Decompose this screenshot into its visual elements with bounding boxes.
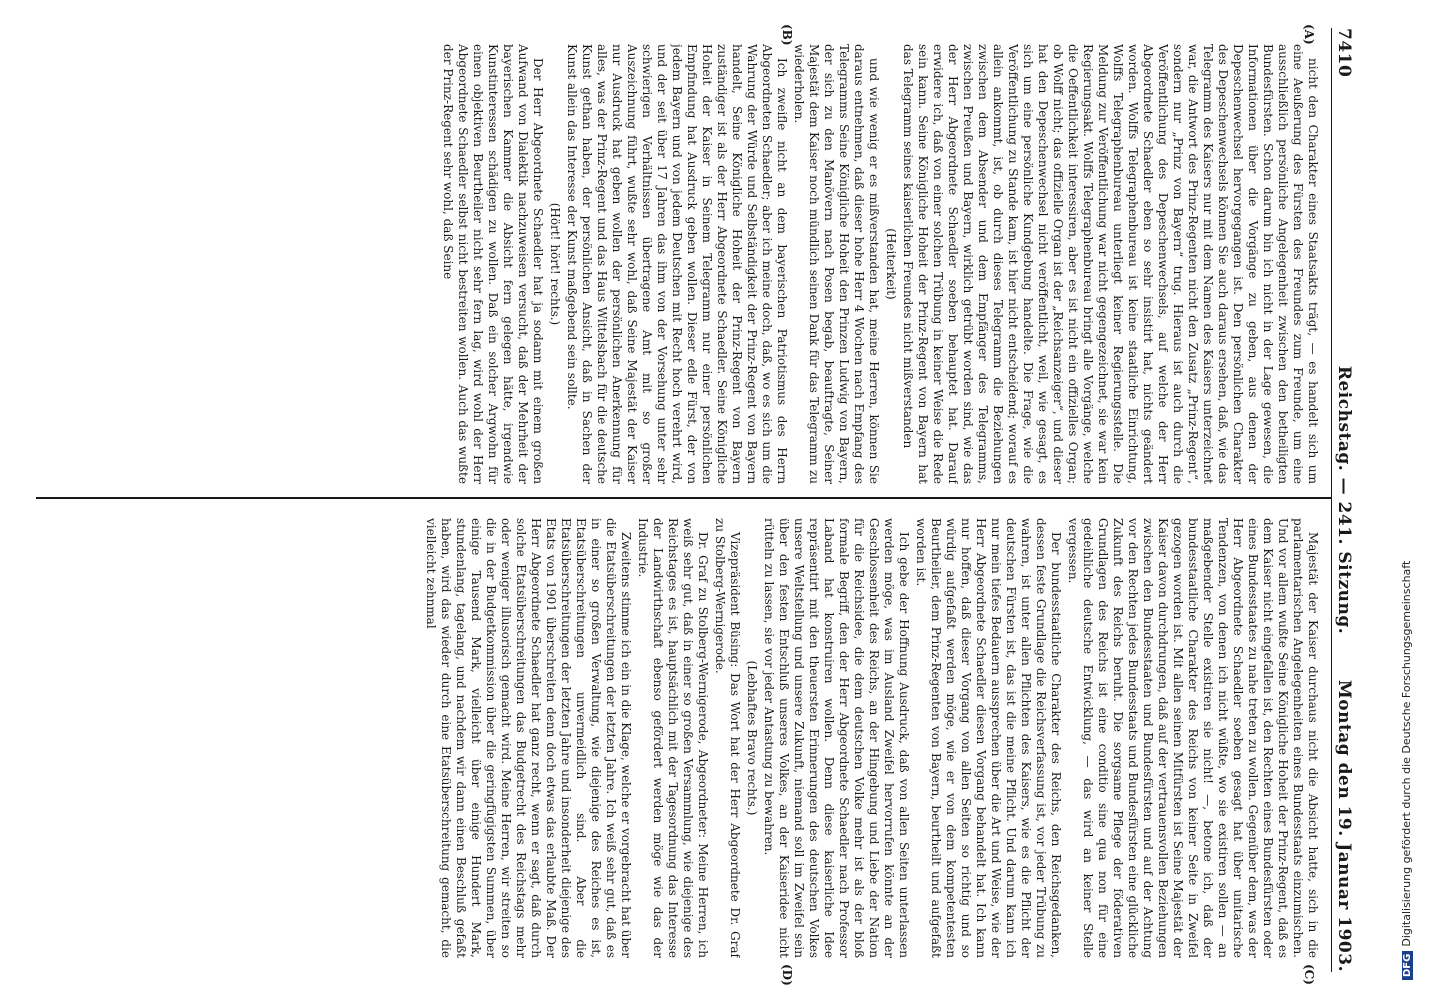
interjection: (Heiterkeit) — [884, 228, 898, 300]
paragraph: Der Herr Abgeordnete Schaedler hat ja sodann mit einem großen Aufwand von Dialektik nachzuweisen versucht, daß der Mehrheit der bayerischen Kammer die Absicht fern gelegen hätte, irgendwie Kunstinteressen schädigen zu wollen. Daß ein solcher Argwohn für einen objektiven Beurtheiler nicht sehr fern lag, wird wohl der Herr Abgeordnete Schaedler selbst nicht bestreiten wollen. Auch das wußte der Prinz-Regent sehr wohl, daß Seine — [441, 44, 545, 484]
interjection: (Hört! hört! rechts.) — [548, 202, 562, 326]
page-number: 7410 — [1334, 28, 1354, 78]
page-header — [1320, 28, 1360, 972]
paragraph: und wie wenig er es mißverstanden hat, meine Herren, können Sie daraus entnehmen, daß dieser hohe Herr 4 Wochen nach Empfang des Telegramms Seine Königliche Hoheit den Prinzen Ludwig von Bayern, der sich zu den Manövern nach Posen begab, beauftragte, Seiner Majestät dem Kaiser noch mündlich seinen Dank für das Telegramm zu wiederholen. — [792, 44, 881, 484]
digitization-watermark — [1386, 20, 1426, 980]
header-title: Reichstag. — 241. Sitzung. — [1334, 365, 1354, 635]
margin-marker-c: (C) — [1302, 964, 1316, 985]
right-column — [60, 518, 1320, 958]
watermark-text: Digitalisierung gefördert durch die Deutsche Forschungsgemeinschaft — [1400, 560, 1413, 947]
paragraph: Zweitens stimme ich ein in die Klage, welche er vorgebracht hat über die Etatsüberschreitungen der letzten Jahre. Ich weiß sehr gut, daß es in einer so großen Verwaltung, wie diejenige des Reiches es ist, Etatsüberschreitungen unvermeidlich sind. Aber die Etatsüberschreitungen der letzten Jahre und insonderheit diejenige des Etats von 1901 überschreiten denn doch etwas das erlaubte Maß. Der Herr Abgeordnete Schaedler hat ganz recht, wenn er sagt, daß durch solche Etatsüberschreitungen das Budgetrecht des Reichstags mehr oder weniger illusorisch gemacht wird. Meine Herren, wir streiten so die in der Budgetkommission über die geringfügigsten Summen, über einige Tausend Mark, vielleicht über einige Hundert Mark, stundenlang, tagelang, und nachdem wir dann einen Beschluß gefaßt haben, wird das wieder durch eine Etatsüberschreitung gemacht, die vielleicht zehnmal — [424, 518, 633, 958]
header-rule — [1331, 28, 1332, 972]
left-column — [60, 44, 1320, 484]
paragraph: Dr. Graf zu Stolberg-Wernigerode, Abgeordneter: Meine Herren, ich weiß sehr gut, daß in einer so großen Versammlung, wie diejenige des Reichstages es ist, hauptsächlich mit der Tagesordnung das Interesse der Landwirthschaft ebenso gefördert werden möge wie das der Industrie. — [636, 518, 710, 958]
paragraph: Majestät der Kaiser durchaus nicht die Absicht hatte, sich in die parlamentarischen Angelegenheiten eines Bundesstaats einzumischen. Und vor allem wußte Seine Königliche Hoheit der Prinz-Regent, daß es dem Kaiser nicht eingefallen ist, den Rechten eines Bundesfürsten oder eines Bundesstaates zu nahe treten zu wollen. Gegenüber dem, was der Herr Abgeordnete Schaedler soeben gesagt hat über unitarische Tendenzen, von denen ich nicht wüßte, wo sie existiren sollen — an maßgebender Stelle existiren sie nicht! —, betone ich, daß der bundesstaatliche Charakter des Reichs von keiner Seite in Zweifel gezogen worden ist. Mit allen seinen Mitfürsten ist Seine Majestät der Kaiser davon durchdrungen, daß auf der vertrauensvollen Beziehungen zwischen den Bundesstaaten und Bundesfürsten und auf der Achtung vor den Rechten jedes Bundesstaats und Bundesfürsten eine glückliche Zukunft des Reichs beruht. Die sorgsame Pflege der föderativen Grundlagen des Reichs ist eine conditio sine qua non für eine gedeihliche deutsche Entwicklung, — das wird an keiner Stelle vergessen. — [1066, 518, 1320, 958]
paragraph: nicht den Charakter eines Staatsakts trägt, — es handelt sich um eine Aeußerung des Fürsten des Freundes zum Freunde, um eine ausschließlich persönliche Angelegenheit zwischen den betheiligten Bundesfürsten. Schon darum bin ich nicht in der Lage gewesen, die Informationen über die Vorgänge zu geben, aus denen der Depeschenwechsel hervorgegangen ist. Den persönlichen Charakter des Depeschenwechsels können Sie auch daraus ersehen, daß, wie das Telegramm des Kaisers nur mit dem Namen des Kaisers unterzeichnet war, die Antwort des Prinz-Regenten nicht den Zusatz „Prinz-Regent“, sondern nur „Prinz von Bayern“ trug. Hieraus ist auch durch die Veröffentlichung des Depeschenwechsels, auf welche der Herr Abgeordnete Schaedler eben so sehr insistirt hat, nichts geändert worden. Wolffs Telegraphenbureau ist keine staatliche Einrichtung, Wolffs Telegraphenbureau unterliegt keiner Regierungsstelle. Die Meldung zur Veröffentlichung war nicht gegengezeichnet, sie war kein Regierungsakt. Wolffs Telegraphenbureau bringt alle Vorgänge, welche die Oeffentlichkeit interessiren, aber es ist nicht ein offizielles Organ; ob Wolff nicht; das offizielle Organ ist der „Reichsanzeiger“, und dieser hat den Depeschenwechsel nicht veröffentlicht, weil, wie gesagt, es sich um eine persönliche Kundgebung handelte. Die Frage, wie die Veröffentlichung zu Stande kam, ist hier nicht entscheidend; worauf es allein ankommt, ist, ob durch dieses Telegramm die Beziehungen zwischen dem Absender und dem Empfänger des Telegramms, zwischen Preußen und Bayern, wirklich getrübt worden sind, wie das der Herr Abgeordnete Schaedler soeben behauptet hat. Darauf erwidere ich, daß von einer solchen Trübung in keiner Weise die Rede sein kann. Seine Königliche Hoheit der Prinz-Regent von Bayern hat das Telegramm seines kaiserlichen Freundes nicht mißverstanden — [901, 44, 1320, 484]
margin-marker-a: (A) — [1302, 24, 1316, 45]
margin-marker-b: (B) — [780, 24, 794, 46]
column-divider — [36, 497, 1332, 499]
paragraph: Vizepräsident Büsing: Das Wort hat der Herr Abgeordnete Dr. Graf zu Stolberg-Wernigerode. — [713, 518, 742, 958]
margin-marker-d: (D) — [780, 964, 794, 986]
paragraph: Ich gebe der Hoffnung Ausdruck, daß von allen Seiten unterlassen werden möge, was im Ausland Zweifel hervorrufen könnte an der Geschlossenheit des Reichs, an der Hingebung und Liebe der Nation für die Reichsidee, die dem deutschen Volke mehr ist als der bloß formale Begriff, den der Herr Abgeordnete Schaedler nach Professor Laband hat konstruiren wollen. Denn diese kaiserliche Idee repräsentirt mit den theuersten Erinnerungen des deutschen Volkes unsere Weltstellung und unsere Zukunft, niemand soll im Zweifel sein über den festen Entschluß unseres Volkes, an der Kaiseridee nicht rütteln zu lassen, sie vor jeder Antastung zu bewahren. — [762, 518, 911, 958]
dfg-logo: DFG — [1402, 951, 1413, 980]
paragraph: Ich zweifle nicht an dem bayerischen Patriotismus des Herrn Abgeordneten Schaedler; aber ich meine doch, daß, wo es sich um die Wahrung der Würde und Selbständigkeit der Prinz-Regent von Bayern handelt, Seine Königliche Hoheit der Prinz-Regent von Bayern zuständiger ist als der Herr Abgeordnete Schaedler. Seine Königliche Hoheit der Kaiser in Seinem Telegramm nur einer persönlichen Empfindung hat Ausdruck geben wollen. Dieser edle Fürst, der von jedem Bayern und von jedem Deutschen mit Recht hoch verehrt wird, und der seit über 17 Jahren das ihm von der Vorsehung unter sehr schwierigen Verhältnissen übertragene Amt mit so großer Auszeichnung führt, wußte sehr wohl, daß Seine Majestät der Kaiser nur Ausdruck hat geben wollen der persönlichen Anerkennung für alles, was der Prinz-Regent und das Haus Wittelsbach für die deutsche Kunst gethan haben, der persönlichen Ansicht, daß in Sachen der Kunst allein das Interesse der Kunst maßgebend sein sollte. — [565, 44, 789, 484]
interjection: (Lebhaftes Bravo rechts.) — [745, 660, 759, 816]
header-date: Montag den 19. Januar 1903. — [1334, 679, 1354, 972]
paragraph: Der bundesstaatliche Charakter des Reichs, den Reichsgedanken, dessen feste Grundlage die Reichsverfassung ist, vor jeder Trübung zu wahren, ist unter allen Pflichten des Kaisers, wie es die Pflicht der deutschen Fürsten ist, das ist die meine Pflicht. Und darum kann ich nur mein tiefes Bedauern aussprechen über die Art und Weise, wie der Herr Abgeordnete Schaedler diesen Vorgang behandelt hat. Ich kann nur hoffen, daß dieser Vorgang von allen Seiten so richtig und so würdig aufgefaßt werden möge, wie er von dem kompetentesten Beurtheiler, dem Prinz-Regenten von Bayern, beurtheilt und aufgefaßt worden ist. — [914, 518, 1063, 958]
